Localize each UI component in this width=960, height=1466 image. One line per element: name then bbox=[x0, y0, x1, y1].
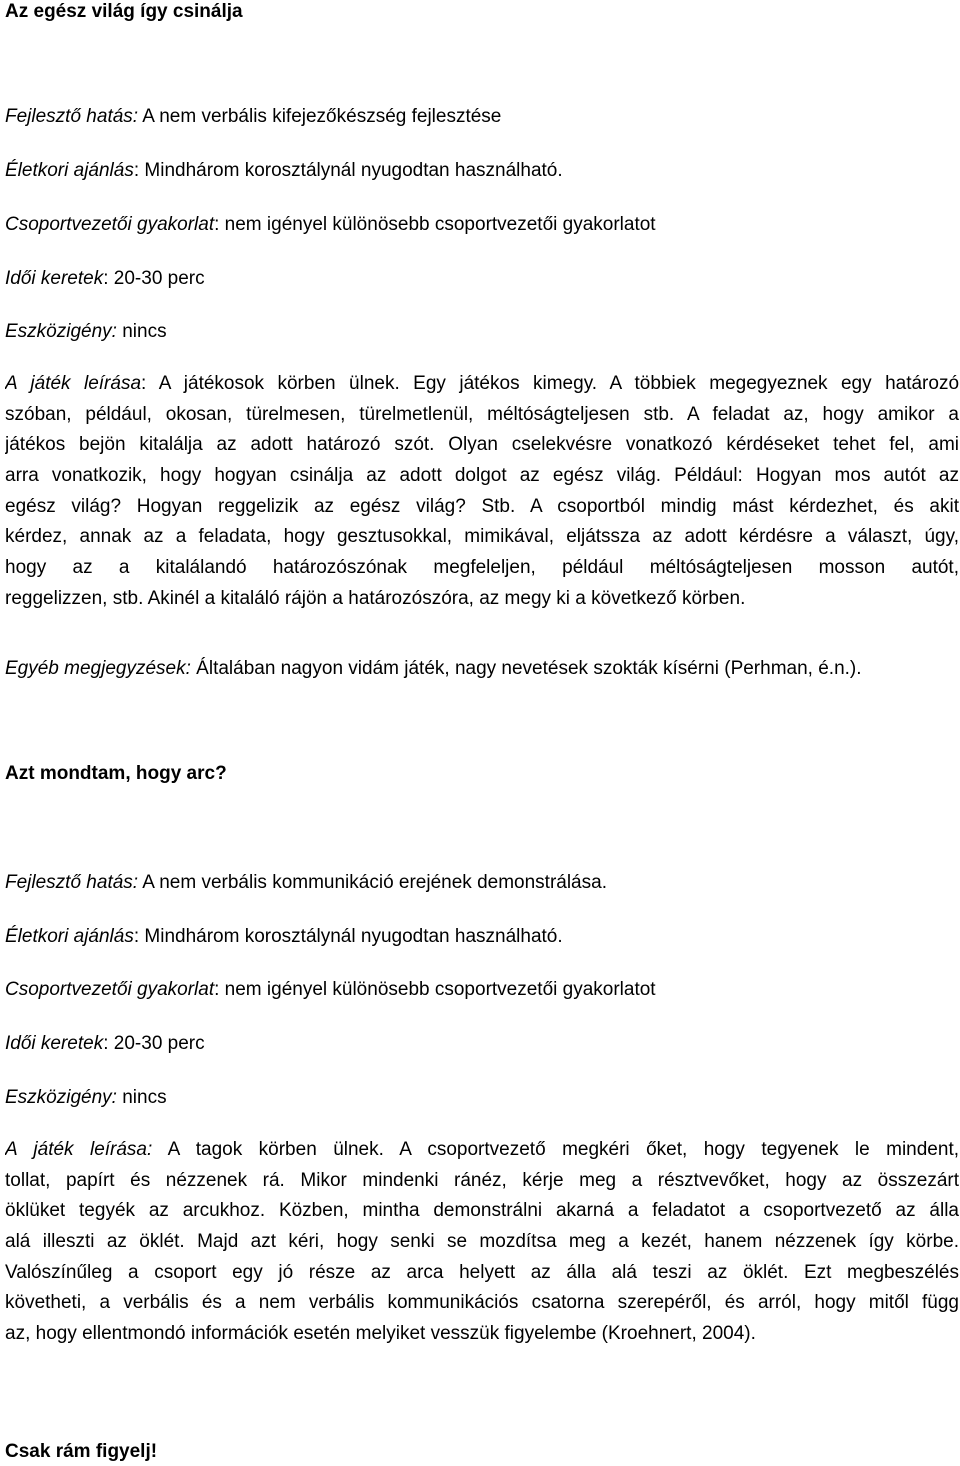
paragraph-line: alá illeszti az öklét. Majd azt kéri, hogy senki se mozdítsa meg a kezét, hanem nézzenek így körbe. bbox=[5, 1231, 959, 1253]
jatek-leirasa-paragraph bbox=[5, 1135, 959, 1350]
idoi-keretek-value: : 20-30 perc bbox=[103, 1033, 205, 1054]
eszkozigeny-label: Eszközigény: bbox=[5, 1087, 117, 1108]
eletkori-ajanlas-value: : Mindhárom korosztálynál nyugodtan használható. bbox=[133, 926, 563, 947]
eszkozigeny-label: Eszközigény: bbox=[5, 321, 117, 342]
eszkozigeny-value: nincs bbox=[116, 321, 167, 342]
eletkori-ajanlas-label: Életkori ajánlás bbox=[5, 926, 134, 947]
csoportvezetoi-gyakorlat-value: : nem igényel különösebb csoportvezetői gyakorlatot bbox=[214, 214, 656, 235]
fejleszto-hatas-label: Fejlesztő hatás: bbox=[5, 872, 139, 893]
jatek-leirasa-label: A játék leírása: bbox=[5, 1139, 153, 1160]
section-title: Az egész világ így csinálja bbox=[5, 1, 243, 22]
fejleszto-hatas-value: A nem verbális kommunikáció erejének demonstrálása. bbox=[138, 872, 607, 893]
paragraph-line: játékos bejön kitalálja az adott határozó szót. Olyan cselekvésre vonatkozó kérdéseket tehet fel, ami bbox=[5, 434, 959, 456]
paragraph-text: A tagok körben ülnek. A csoportvezető megkéri őket, hogy tegyenek le mindent, bbox=[152, 1139, 959, 1160]
paragraph-line: hogy az a kitalálandó határozószónak megfeleljen, például méltóságteljesen mosson autót, bbox=[5, 557, 959, 579]
eletkori-ajanlas-value: : Mindhárom korosztálynál nyugodtan használható. bbox=[133, 160, 563, 181]
paragraph-line: az, hogy ellentmondó információk esetén melyiket vesszük figyelembe (Kroehnert, 2004). bbox=[5, 1323, 756, 1345]
paragraph-line: tollat, papírt és nézzenek rá. Mikor mindenki ránéz, kérje meg a résztvevőket, hogy az összezárt bbox=[5, 1169, 959, 1191]
jatek-leirasa-paragraph bbox=[5, 369, 959, 615]
idoi-keretek-label: Idői keretek bbox=[5, 268, 104, 289]
paragraph-line: szóban, például, okosan, türelmesen, türelmetlenül, méltóságteljesen stb. A feladat az, hogy amikor a bbox=[5, 403, 959, 425]
egyeb-megjegyzesek-value: Általában nagyon vidám játék, nagy nevetések szokták kísérni (Perhman, é.n.). bbox=[190, 658, 862, 679]
eletkori-ajanlas-label: Életkori ajánlás bbox=[5, 160, 134, 181]
paragraph-line: egész világ? Hogyan reggelizik az egész világ? Stb. A csoportból mindig mást kérdezhet, és akit bbox=[5, 495, 959, 517]
eszkozigeny-row bbox=[5, 1086, 167, 1110]
jatek-leirasa-label: A játék leírása bbox=[5, 373, 142, 394]
egyeb-megjegyzesek-label: Egyéb megjegyzések: bbox=[5, 658, 191, 679]
eletkori-ajanlas-row bbox=[5, 159, 563, 183]
eletkori-ajanlas-row bbox=[5, 925, 563, 949]
section-title: Csak rám figyelj! bbox=[5, 1441, 158, 1462]
paragraph-line: öklüket tegyék az arcukhoz. Közben, mintha demonstrálni akarná a feladatot a csoportvezető az álla bbox=[5, 1200, 959, 1222]
fejleszto-hatas-row bbox=[5, 105, 501, 129]
eszkozigeny-row bbox=[5, 320, 167, 344]
idoi-keretek-row bbox=[5, 267, 205, 291]
csoportvezetoi-gyakorlat-label: Csoportvezetői gyakorlat bbox=[5, 979, 215, 1000]
fejleszto-hatas-value: A nem verbális kifejezőkészség fejlesztése bbox=[138, 106, 502, 127]
fejleszto-hatas-label: Fejlesztő hatás: bbox=[5, 106, 139, 127]
paragraph-line: Valószínűleg a csoport egy jó része az arca helyett az álla alá teszi az öklét. Ezt megbeszélés bbox=[5, 1261, 959, 1283]
egyeb-megjegyzesek-row bbox=[5, 657, 862, 681]
paragraph-line bbox=[5, 369, 959, 400]
idoi-keretek-row bbox=[5, 1032, 205, 1056]
csoportvezetoi-gyakorlat-label: Csoportvezetői gyakorlat bbox=[5, 214, 215, 235]
paragraph-line: reggelizzen, stb. Akinél a kitaláló rájön a határozószóra, az megy ki a következő körben. bbox=[5, 587, 746, 609]
csoportvezetoi-gyakorlat-value: : nem igényel különösebb csoportvezetői gyakorlatot bbox=[214, 979, 656, 1000]
eszkozigeny-value: nincs bbox=[116, 1087, 167, 1108]
idoi-keretek-label: Idői keretek bbox=[5, 1033, 104, 1054]
paragraph-line bbox=[5, 1135, 959, 1166]
section-title: Azt mondtam, hogy arc? bbox=[5, 763, 227, 784]
paragraph-line: követheti, a verbális és a nem verbális kommunikációs csatorna szerepéről, és arról, hogy mitől függ bbox=[5, 1292, 959, 1314]
idoi-keretek-value: : 20-30 perc bbox=[103, 268, 205, 289]
paragraph-line: kérdez, annak az a feladata, hogy gesztusokkal, mimikával, eljátssza az adott kérdésre a választ, úgy, bbox=[5, 526, 959, 548]
csoportvezetoi-gyakorlat-row bbox=[5, 213, 656, 237]
fejleszto-hatas-row bbox=[5, 871, 607, 895]
csoportvezetoi-gyakorlat-row bbox=[5, 978, 656, 1002]
paragraph-line: arra vonatkozik, hogy hogyan csinálja az adott dolgot az egész világ. Például: Hogyan mos autót az bbox=[5, 465, 959, 487]
paragraph-text: : A játékosok körben ülnek. Egy játékos kimegy. A többiek megegyeznek egy határozó bbox=[141, 373, 959, 394]
